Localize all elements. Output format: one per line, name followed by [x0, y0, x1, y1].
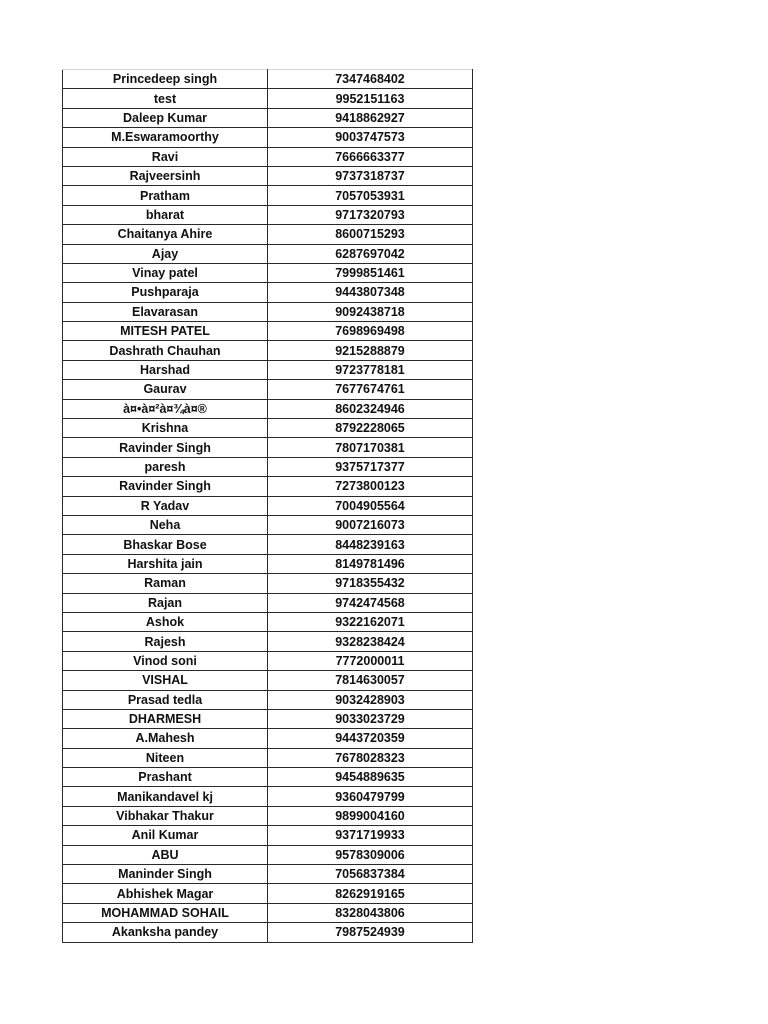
name-cell: Harshad — [63, 360, 268, 379]
table-row — [63, 166, 473, 185]
phone-cell: 8600715293 — [268, 225, 473, 244]
table-row — [63, 515, 473, 534]
phone-cell: 8792228065 — [268, 419, 473, 438]
name-cell: bharat — [63, 205, 268, 224]
contact-table-body — [63, 70, 473, 943]
name-cell: Abhishek Magar — [63, 884, 268, 903]
name-cell: Ravinder Singh — [63, 438, 268, 457]
phone-cell: 9360479799 — [268, 787, 473, 806]
table-row — [63, 787, 473, 806]
name-cell: Daleep Kumar — [63, 108, 268, 127]
name-cell: Elavarasan — [63, 302, 268, 321]
name-cell: ABU — [63, 845, 268, 864]
phone-cell: 9007216073 — [268, 515, 473, 534]
name-cell: Pushparaja — [63, 283, 268, 302]
name-cell: Anil Kumar — [63, 826, 268, 845]
phone-cell: 9443807348 — [268, 283, 473, 302]
table-row — [63, 89, 473, 108]
phone-cell: 7807170381 — [268, 438, 473, 457]
table-row — [63, 768, 473, 787]
table-row — [63, 865, 473, 884]
table-row — [63, 283, 473, 302]
phone-cell: 7666663377 — [268, 147, 473, 166]
name-cell: à¤•à¤²à¤¾à¤® — [63, 399, 268, 418]
table-row — [63, 709, 473, 728]
name-cell: Vinod soni — [63, 651, 268, 670]
table-row — [63, 729, 473, 748]
phone-cell: 7056837384 — [268, 865, 473, 884]
table-row — [63, 554, 473, 573]
phone-cell: 9899004160 — [268, 806, 473, 825]
phone-cell: 7999851461 — [268, 263, 473, 282]
name-cell: Manikandavel kj — [63, 787, 268, 806]
table-row — [63, 845, 473, 864]
table-row — [63, 341, 473, 360]
name-cell: Gaurav — [63, 380, 268, 399]
contact-table — [62, 69, 473, 943]
phone-cell: 9454889635 — [268, 768, 473, 787]
name-cell: Princedeep singh — [63, 70, 268, 89]
name-cell: Harshita jain — [63, 554, 268, 573]
name-cell: Vinay patel — [63, 263, 268, 282]
phone-cell: 9723778181 — [268, 360, 473, 379]
name-cell: Akanksha pandey — [63, 923, 268, 942]
phone-cell: 7698969498 — [268, 322, 473, 341]
table-row — [63, 535, 473, 554]
phone-cell: 9033023729 — [268, 709, 473, 728]
phone-cell: 9215288879 — [268, 341, 473, 360]
name-cell: Rajesh — [63, 632, 268, 651]
table-row — [63, 651, 473, 670]
phone-cell: 8262919165 — [268, 884, 473, 903]
name-cell: Pratham — [63, 186, 268, 205]
table-row — [63, 671, 473, 690]
phone-cell: 6287697042 — [268, 244, 473, 263]
phone-cell: 9717320793 — [268, 205, 473, 224]
name-cell: Prasad tedla — [63, 690, 268, 709]
name-cell: Ravinder Singh — [63, 477, 268, 496]
name-cell: Dashrath Chauhan — [63, 341, 268, 360]
phone-cell: 8602324946 — [268, 399, 473, 418]
phone-cell: 9718355432 — [268, 574, 473, 593]
table-row — [63, 748, 473, 767]
name-cell: paresh — [63, 457, 268, 476]
phone-cell: 8149781496 — [268, 554, 473, 573]
table-row — [63, 128, 473, 147]
table-row — [63, 186, 473, 205]
phone-cell: 9737318737 — [268, 166, 473, 185]
table-row — [63, 360, 473, 379]
phone-cell: 7273800123 — [268, 477, 473, 496]
phone-cell: 9952151163 — [268, 89, 473, 108]
name-cell: M.Eswaramoorthy — [63, 128, 268, 147]
table-row — [63, 438, 473, 457]
name-cell: Chaitanya Ahire — [63, 225, 268, 244]
table-row — [63, 399, 473, 418]
table-row — [63, 380, 473, 399]
phone-cell: 7677674761 — [268, 380, 473, 399]
table-row — [63, 690, 473, 709]
phone-cell: 7814630057 — [268, 671, 473, 690]
name-cell: Krishna — [63, 419, 268, 438]
phone-cell: 9328238424 — [268, 632, 473, 651]
phone-cell: 9578309006 — [268, 845, 473, 864]
table-row — [63, 632, 473, 651]
name-cell: Raman — [63, 574, 268, 593]
table-row — [63, 612, 473, 631]
phone-cell: 8328043806 — [268, 903, 473, 922]
phone-cell: 9092438718 — [268, 302, 473, 321]
phone-cell: 7347468402 — [268, 70, 473, 89]
phone-cell: 9375717377 — [268, 457, 473, 476]
table-row — [63, 147, 473, 166]
name-cell: Maninder Singh — [63, 865, 268, 884]
phone-cell: 9003747573 — [268, 128, 473, 147]
name-cell: MOHAMMAD SOHAIL — [63, 903, 268, 922]
phone-cell: 7004905564 — [268, 496, 473, 515]
phone-cell: 7772000011 — [268, 651, 473, 670]
phone-cell: 9032428903 — [268, 690, 473, 709]
table-row — [63, 108, 473, 127]
table-row — [63, 70, 473, 89]
table-row — [63, 477, 473, 496]
table-row — [63, 593, 473, 612]
name-cell: Neha — [63, 515, 268, 534]
table-row — [63, 826, 473, 845]
table-row — [63, 923, 473, 942]
table-row — [63, 574, 473, 593]
name-cell: Bhaskar Bose — [63, 535, 268, 554]
table-row — [63, 225, 473, 244]
name-cell: Ajay — [63, 244, 268, 263]
phone-cell: 9371719933 — [268, 826, 473, 845]
table-row — [63, 244, 473, 263]
table-row — [63, 806, 473, 825]
name-cell: Rajan — [63, 593, 268, 612]
name-cell: Vibhakar Thakur — [63, 806, 268, 825]
table-row — [63, 884, 473, 903]
name-cell: Niteen — [63, 748, 268, 767]
table-row — [63, 302, 473, 321]
phone-cell: 9443720359 — [268, 729, 473, 748]
phone-cell: 9418862927 — [268, 108, 473, 127]
name-cell: test — [63, 89, 268, 108]
name-cell: Prashant — [63, 768, 268, 787]
name-cell: A.Mahesh — [63, 729, 268, 748]
phone-cell: 7678028323 — [268, 748, 473, 767]
phone-cell: 8448239163 — [268, 535, 473, 554]
phone-cell: 9742474568 — [268, 593, 473, 612]
phone-cell: 9322162071 — [268, 612, 473, 631]
table-row — [63, 457, 473, 476]
name-cell: R Yadav — [63, 496, 268, 515]
name-cell: Rajveersinh — [63, 166, 268, 185]
table-row — [63, 322, 473, 341]
name-cell: Ashok — [63, 612, 268, 631]
phone-cell: 7987524939 — [268, 923, 473, 942]
table-row — [63, 496, 473, 515]
name-cell: VISHAL — [63, 671, 268, 690]
table-row — [63, 263, 473, 282]
name-cell: Ravi — [63, 147, 268, 166]
table-row — [63, 419, 473, 438]
table-row — [63, 205, 473, 224]
name-cell: DHARMESH — [63, 709, 268, 728]
name-cell: MITESH PATEL — [63, 322, 268, 341]
table-row — [63, 903, 473, 922]
phone-cell: 7057053931 — [268, 186, 473, 205]
